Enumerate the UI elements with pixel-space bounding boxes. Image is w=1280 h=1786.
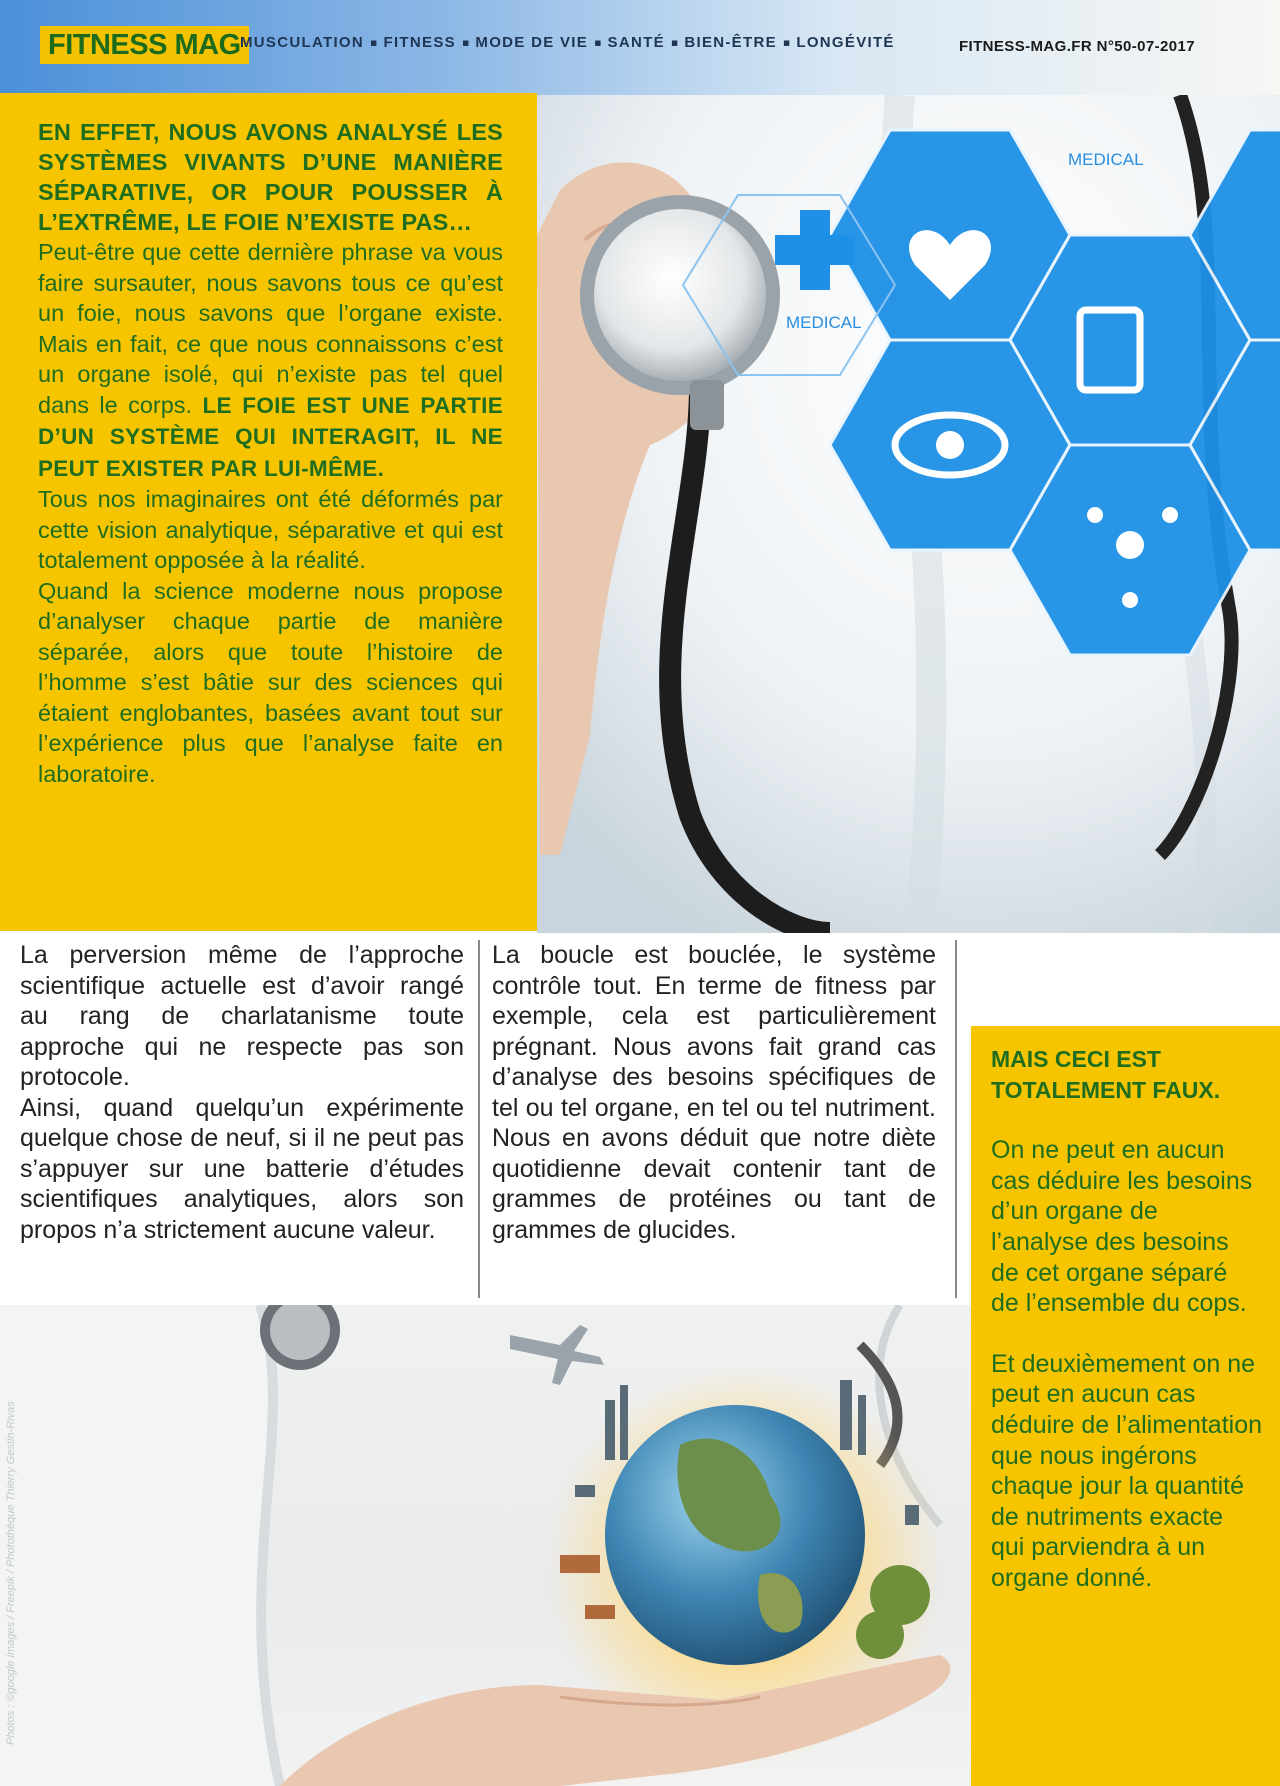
sidebar-callout	[971, 1026, 1280, 1786]
intro-box	[0, 93, 537, 931]
intro-paragraph-bold: LE FOIE EST UNE PARTIE D’UN SYSTÈME QUI INTERAGIT, IL NE PEUT EXISTER PAR LUI-MÊME.	[38, 392, 503, 481]
intro-heading: EN EFFET, NOUS AVONS ANALYSÉ LES SYSTÈMES VIVANTS D’UNE MANIÈRE SÉPARATIVE, OR POUR POUSSER À L’EXTRÊME, LE FOIE N’EXISTE PAS…	[38, 119, 503, 235]
article-column-middle	[492, 940, 936, 1245]
intro-paragraph: Tous nos imaginaires ont été déformés par cette vision analytique, séparative et qui est totalement opposée à la réalité.	[38, 486, 503, 573]
nav-item-sante[interactable]: SANTÉ	[607, 34, 665, 51]
nav-item-fitness[interactable]: FITNESS	[383, 34, 456, 51]
article-paragraph: La perversion même de l’approche scientifique actuelle est d’avoir rangé au rang de charlatanisme toute approche qui ne respecte pas son protocole.	[20, 941, 464, 1091]
sidebar-paragraph: On ne peut en aucun cas déduire les besoins d’un organe de l’analyse des besoins de cet organe séparé de l’ensemble du cops.	[991, 1136, 1253, 1318]
intro-paragraph	[38, 237, 503, 484]
globe-illustration	[0, 1305, 971, 1786]
issue-info: FITNESS-MAG.FR N°50-07-2017	[958, 38, 1195, 55]
intro-paragraph: Quand la science moderne nous propose d’analyser chaque partie de manière séparée, alors que toute l’histoire de l’homme s’est bâtie sur des sciences qui étaient englobantes, basées avant tout sur l’expérience plus que l’analyse faite en laboratoire.	[38, 577, 503, 787]
article-paragraph: La boucle est bouclée, le système contrôle tout. En terme de fitness par exemple, cela est particulièrement prégnant. Nous avons fait grand cas d’analyse des besoins spécifiques de tel ou tel organe, en tel ou tel nutriment. Nous en avons déduit que notre diète quotidienne devait contenir tant de grammes de protéines ou tant de grammes de glucides.	[492, 941, 936, 1244]
svg-text:Photos : ©google images / Free: Photos : ©google images / Freepik / Photothèque Thierry Gestin-Rivas	[5, 1401, 17, 1745]
article-paragraph: Ainsi, quand quelqu’un expérimente quelque chose de neuf, si il ne peut pas s’appuyer sur une batterie d’études scientifiques analytiques, alors son propos n’a strictement aucune valeur.	[20, 1093, 464, 1244]
molecule-icon	[1116, 531, 1144, 559]
nav-separator: ▪	[461, 36, 470, 49]
medical-cross-icon	[800, 210, 830, 290]
column-divider	[955, 940, 957, 1298]
nav-item-bien-etre[interactable]: BIEN-ÊTRE	[684, 34, 777, 51]
nav-item-musculation[interactable]: MUSCULATION	[240, 34, 365, 51]
header-bar	[0, 0, 1280, 95]
photo-credit	[2, 1305, 18, 1745]
bottom-photo-globe-in-hand	[0, 1305, 971, 1786]
sidebar-heading: MAIS CECI EST TOTALEMENT FAUX.	[991, 1046, 1221, 1103]
nav-separator: ▪	[782, 36, 791, 49]
magazine-logo[interactable]: FITNESS MAG	[40, 26, 249, 64]
column-divider	[478, 940, 480, 1298]
sidebar-paragraph: Et deuxièmement on ne peut en aucun cas déduire de l’alimentation que nous ingérons chaque jour la quantité de nutriments exacte qui parviendra à un organe donné.	[991, 1349, 1263, 1592]
article-column-left	[20, 940, 464, 1245]
nav-separator: ▪	[670, 36, 679, 49]
top-nav	[240, 34, 895, 51]
hex-label-medical: MEDICAL	[786, 313, 862, 332]
nav-item-longevite[interactable]: LONGÉVITÉ	[796, 34, 895, 51]
nav-separator: ▪	[594, 36, 602, 49]
hex-label-medical: MEDICAL	[1068, 150, 1144, 169]
intro-paragraph-text: Peut-être que cette dernière phrase va vous faire sursauter, nous savons tous ce qu’est un foie, nous savons que l’organe existe. Mais en fait, ce que nous connaissons c’est un organe isolé, qui n’existe pas tel quel dans le corps.	[38, 239, 503, 418]
nav-item-mode-de-vie[interactable]: MODE DE VIE	[475, 34, 589, 51]
airplane-icon	[510, 1325, 604, 1385]
nav-separator: ▪	[370, 36, 378, 49]
